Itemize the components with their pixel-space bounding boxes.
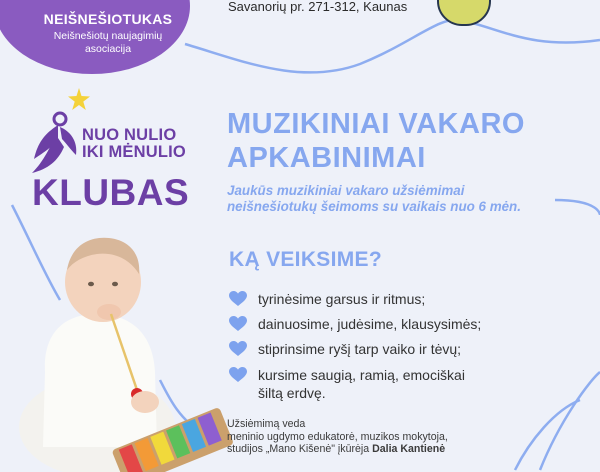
logo-club-text: KLUBAS — [32, 172, 190, 213]
footer-line3-prefix: studijos „Mano Kišenė" įkūrėja — [227, 443, 370, 455]
baby-with-xylophone-photo — [25, 222, 225, 472]
heart-bullet-icon — [229, 291, 247, 307]
event-title-line2: APKABINIMAI — [227, 142, 426, 174]
footer-text — [227, 418, 448, 456]
footer-line2: meninio ugdymo edukatorė, muzikos mokytoja, — [227, 430, 448, 443]
instructor-name: Dalia Kantienė — [372, 443, 446, 455]
heart-bullet-icon — [229, 316, 247, 332]
event-subtitle-line2: neišnešiotukų šeimoms su vaikais nuo 6 mėn. — [227, 199, 521, 214]
address-text: Savanorių pr. 271-312, Kaunas — [228, 0, 408, 14]
event-title-line1: MUZIKINIAI VAKARO — [227, 108, 525, 140]
list-item: dainuosime, judėsime, klausysimės; — [258, 316, 482, 332]
star-icon — [68, 88, 90, 110]
organization-subtitle-line2: asociacija — [84, 43, 132, 55]
list-item: stiprinsime ryšį tarp vaiko ir tėvų; — [258, 341, 462, 357]
heart-bullet-icon — [229, 367, 247, 383]
organization-subtitle-line1: Neišnešiotų naujagimių — [53, 30, 163, 42]
list-item — [258, 366, 465, 402]
list-item-line1: kursime saugią, ramią, emociškai — [258, 367, 465, 383]
list-item-line2: šiltą erdvę. — [258, 385, 326, 401]
footer-line1: Užsiėmimą veda — [227, 418, 306, 430]
footer-line3 — [227, 443, 448, 456]
logo-text-line1: NUO NULIO — [82, 126, 177, 144]
event-subtitle — [227, 183, 521, 215]
heart-bullet-icon — [229, 341, 247, 357]
organization-name: NEIŠNEŠIOTUKAS — [43, 11, 173, 27]
organization-subtitle — [38, 30, 178, 56]
logo-text-line2: IKI MĖNULIO — [82, 143, 186, 161]
activities-heading: KĄ VEIKSIME? — [229, 248, 382, 271]
angel-logo-icon — [28, 111, 83, 181]
event-subtitle-line1: Jaukūs muzikiniai vakaro užsiėmimai — [227, 183, 465, 198]
list-item: tyrinėsime garsus ir ritmus; — [258, 291, 426, 307]
